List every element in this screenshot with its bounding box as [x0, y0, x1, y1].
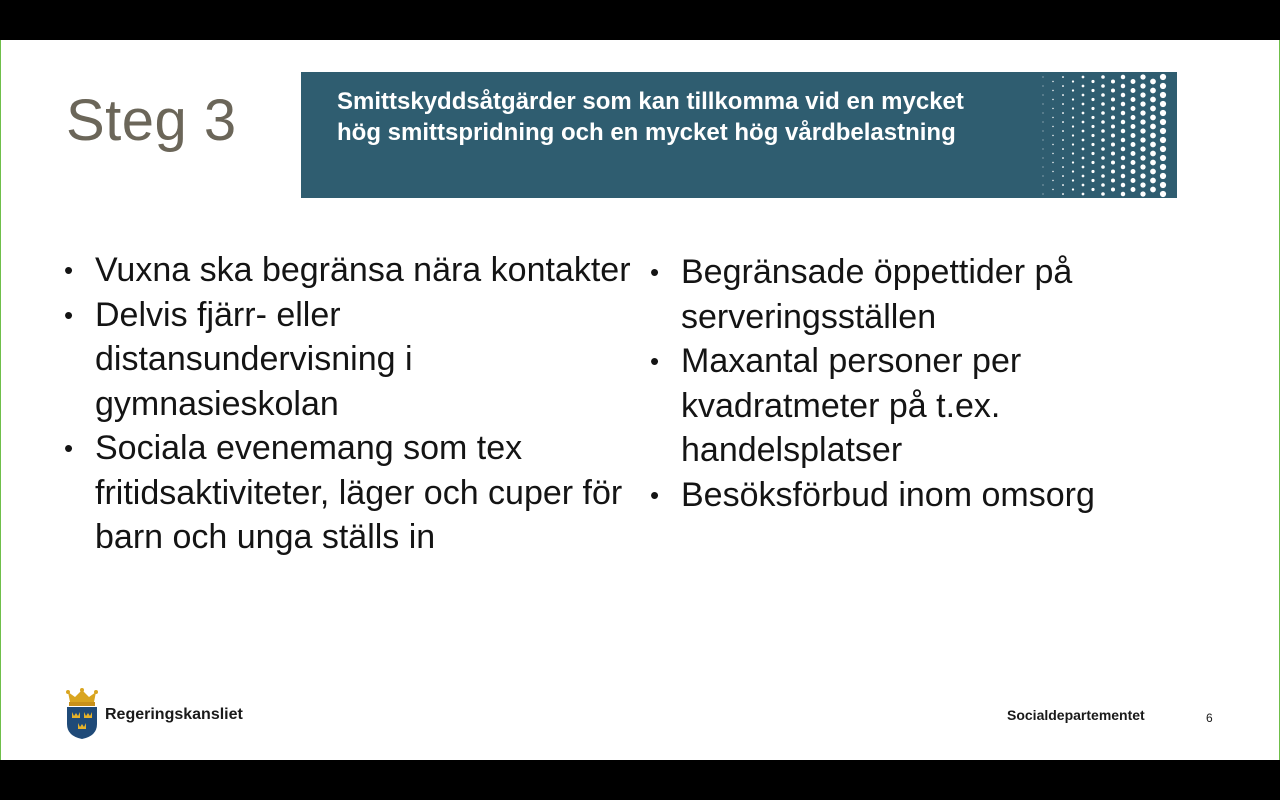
halftone-dot — [1072, 134, 1074, 136]
halftone-dot — [1091, 107, 1094, 110]
halftone-dot — [1043, 104, 1044, 105]
halftone-dot — [1072, 98, 1074, 100]
halftone-dot — [1150, 160, 1156, 166]
halftone-dot — [1131, 160, 1136, 165]
halftone-dot — [1101, 192, 1105, 196]
halftone-dot — [1160, 110, 1166, 116]
halftone-dot — [1062, 139, 1064, 141]
halftone-dot — [1052, 189, 1053, 190]
halftone-dot — [1082, 139, 1085, 142]
halftone-dot — [1150, 169, 1156, 175]
halftone-dot — [1121, 93, 1125, 97]
halftone-dot — [1140, 101, 1145, 106]
halftone-dot — [1062, 85, 1064, 87]
halftone-dot — [1160, 137, 1166, 143]
halftone-dot — [1043, 176, 1044, 177]
halftone-dot — [1091, 143, 1094, 146]
halftone-dot — [1043, 122, 1044, 123]
halftone-dot — [1121, 111, 1125, 115]
halftone-dot — [1111, 178, 1115, 182]
halftone-dot — [1072, 179, 1074, 181]
halftone-dot — [1043, 113, 1044, 114]
halftone-dot — [1062, 112, 1064, 114]
halftone-dot — [1043, 149, 1044, 150]
halftone-dot — [1121, 183, 1125, 187]
halftone-dot — [1062, 76, 1064, 78]
halftone-dot — [1052, 99, 1053, 100]
halftone-dot — [1091, 179, 1094, 182]
halftone-dot — [1101, 165, 1105, 169]
halftone-dot — [1091, 170, 1094, 173]
list-item: • Maxantal personer per kvadratmeter på t.ex. handelsplatser — [650, 339, 1210, 473]
halftone-dot — [1140, 155, 1145, 160]
department-name: Socialdepartementet — [1007, 707, 1145, 723]
halftone-dot — [1052, 135, 1053, 136]
halftone-dot — [1150, 124, 1156, 130]
halftone-dot — [1052, 117, 1053, 118]
halftone-dot — [1121, 129, 1125, 133]
halftone-dot — [1052, 171, 1053, 172]
halftone-dot — [1140, 182, 1145, 187]
halftone-dot — [1150, 142, 1156, 148]
list-item: • Delvis fjärr- eller distansundervisning i gymnasieskolan — [64, 293, 644, 427]
crown-shield-icon — [64, 688, 100, 740]
halftone-dot — [1111, 169, 1115, 173]
left-bullet-list — [64, 248, 644, 560]
halftone-dot — [1082, 85, 1085, 88]
halftone-dot — [1082, 184, 1085, 187]
halftone-dot — [1091, 89, 1094, 92]
halftone-dot — [1131, 151, 1136, 156]
halftone-dot — [1131, 178, 1136, 183]
halftone-dot — [1160, 92, 1166, 98]
halftone-dot — [1160, 128, 1166, 134]
halftone-dot — [1072, 170, 1074, 172]
halftone-dot — [1043, 140, 1044, 141]
halftone-dot — [1091, 125, 1094, 128]
halftone-dot — [1043, 194, 1044, 195]
halftone-dot — [1082, 94, 1085, 97]
page-number: 6 — [1206, 711, 1213, 725]
halftone-dot — [1140, 191, 1145, 196]
halftone-dot — [1052, 90, 1053, 91]
halftone-dot — [1101, 183, 1105, 187]
halftone-dot — [1160, 74, 1166, 80]
halftone-dot — [1150, 79, 1156, 85]
halftone-dot — [1072, 80, 1074, 82]
halftone-dot — [1140, 74, 1145, 79]
halftone-dot — [1131, 79, 1136, 84]
halftone-dot — [1043, 95, 1044, 96]
list-item: • Besöksförbud inom omsorg — [650, 473, 1210, 518]
list-item: • Begränsade öppettider på serveringsställen — [650, 250, 1210, 339]
halftone-dot — [1140, 83, 1145, 88]
halftone-dot — [1150, 115, 1156, 121]
organization-name: Regeringskansliet — [105, 706, 243, 723]
step-title: Steg 3 — [66, 88, 237, 153]
halftone-dot — [1111, 133, 1115, 137]
halftone-dot — [1150, 133, 1156, 139]
halftone-dot — [1140, 137, 1145, 142]
halftone-dot — [1160, 83, 1166, 89]
left-bullet-column — [64, 248, 644, 560]
halftone-dot — [1111, 187, 1115, 191]
halftone-dot — [1091, 134, 1094, 137]
halftone-dot — [1131, 142, 1136, 147]
halftone-dot — [1072, 89, 1074, 91]
right-bullet-list — [650, 250, 1210, 517]
halftone-dot — [1160, 155, 1166, 161]
halftone-dot — [1101, 102, 1105, 106]
halftone-dot — [1062, 157, 1064, 159]
halftone-dot — [1062, 148, 1064, 150]
halftone-dot — [1082, 112, 1085, 115]
halftone-dot — [1140, 92, 1145, 97]
list-item: • Vuxna ska begränsa nära kontakter — [64, 248, 644, 293]
halftone-dot — [1101, 120, 1105, 124]
halftone-dot — [1062, 130, 1064, 132]
halftone-dot — [1150, 97, 1156, 103]
halftone-dot — [1082, 193, 1085, 196]
halftone-dot — [1062, 94, 1064, 96]
halftone-dot — [1160, 182, 1166, 188]
halftone-dot — [1052, 81, 1053, 82]
halftone-dot — [1062, 103, 1064, 105]
halftone-dot — [1062, 184, 1064, 186]
halftone-dot — [1091, 98, 1094, 101]
halftone-dot — [1121, 192, 1125, 196]
halftone-dot — [1111, 115, 1115, 119]
halftone-dot — [1101, 138, 1105, 142]
halftone-dot — [1052, 162, 1053, 163]
halftone-dot — [1101, 147, 1105, 151]
halftone-dot — [1043, 185, 1044, 186]
halftone-dot — [1131, 115, 1136, 120]
halftone-dot — [1121, 165, 1125, 169]
halftone-dot — [1091, 152, 1094, 155]
presentation-slide — [0, 40, 1280, 760]
halftone-dot — [1111, 79, 1115, 83]
halftone-dot — [1043, 77, 1044, 78]
halftone-dot — [1062, 193, 1064, 195]
halftone-dot — [1082, 121, 1085, 124]
halftone-dot — [1121, 84, 1125, 88]
title-banner — [301, 72, 1177, 198]
halftone-dot — [1121, 174, 1125, 178]
halftone-dot — [1160, 191, 1166, 197]
halftone-dot — [1140, 146, 1145, 151]
halftone-dot — [1072, 125, 1074, 127]
halftone-dot — [1131, 169, 1136, 174]
halftone-dot — [1121, 138, 1125, 142]
halftone-dot — [1150, 187, 1156, 193]
halftone-dot — [1082, 130, 1085, 133]
halftone-dot — [1082, 157, 1085, 160]
halftone-dot — [1150, 106, 1156, 112]
halftone-dot — [1072, 152, 1074, 154]
halftone-dot — [1052, 144, 1053, 145]
halftone-dot — [1062, 121, 1064, 123]
halftone-dot — [1160, 119, 1166, 125]
halftone-dot — [1091, 80, 1094, 83]
halftone-dot — [1101, 111, 1105, 115]
halftone-dot — [1121, 147, 1125, 151]
halftone-dot — [1091, 188, 1094, 191]
banner-text: Smittskyddsåtgärder som kan tillkomma vid en mycket hög smittspridning och en mycket hög vårdbelastning — [337, 88, 964, 146]
halftone-dot — [1140, 173, 1145, 178]
halftone-dot — [1160, 101, 1166, 107]
halftone-dot — [1111, 106, 1115, 110]
halftone-dot — [1131, 133, 1136, 138]
halftone-dot — [1082, 175, 1085, 178]
halftone-dot — [1072, 188, 1074, 190]
halftone-dot — [1121, 156, 1125, 160]
halftone-dot — [1101, 93, 1105, 97]
halftone-dot — [1101, 129, 1105, 133]
halftone-dot — [1150, 88, 1156, 94]
halftone-dot — [1140, 119, 1145, 124]
halftone-dot — [1101, 156, 1105, 160]
halftone-dot — [1131, 106, 1136, 111]
halftone-dot — [1160, 146, 1166, 152]
halftone-dot — [1091, 161, 1094, 164]
halftone-dot — [1131, 187, 1136, 192]
halftone-dot — [1121, 75, 1125, 79]
halftone-dot — [1043, 86, 1044, 87]
halftone-dot — [1052, 108, 1053, 109]
halftone-dot — [1111, 124, 1115, 128]
halftone-dots-decoration — [1037, 72, 1177, 198]
halftone-dot — [1131, 88, 1136, 93]
halftone-dot — [1062, 175, 1064, 177]
halftone-dot — [1091, 116, 1094, 119]
halftone-dot — [1111, 160, 1115, 164]
halftone-dot — [1082, 103, 1085, 106]
halftone-dot — [1072, 161, 1074, 163]
halftone-dot — [1072, 116, 1074, 118]
halftone-dot — [1150, 178, 1156, 184]
halftone-dot — [1140, 164, 1145, 169]
halftone-dot — [1101, 75, 1105, 79]
halftone-dot — [1082, 148, 1085, 151]
halftone-dot — [1111, 88, 1115, 92]
halftone-dot — [1121, 120, 1125, 124]
halftone-dot — [1062, 166, 1064, 168]
halftone-dot — [1101, 84, 1105, 88]
halftone-dot — [1101, 174, 1105, 178]
halftone-dot — [1121, 102, 1125, 106]
halftone-dot — [1160, 164, 1166, 170]
halftone-dot — [1072, 107, 1074, 109]
halftone-dot — [1043, 131, 1044, 132]
halftone-dot — [1052, 126, 1053, 127]
halftone-dot — [1140, 128, 1145, 133]
halftone-dot — [1082, 76, 1085, 79]
halftone-dot — [1043, 167, 1044, 168]
halftone-dot — [1160, 173, 1166, 179]
halftone-dot — [1043, 158, 1044, 159]
halftone-dot — [1052, 153, 1053, 154]
halftone-dot — [1131, 124, 1136, 129]
halftone-dot — [1111, 97, 1115, 101]
list-item: • Sociala evenemang som tex fritidsaktiviteter, läger och cuper för barn och unga ställs in — [64, 426, 644, 560]
halftone-dot — [1111, 151, 1115, 155]
halftone-dot — [1052, 180, 1053, 181]
right-bullet-column — [650, 250, 1210, 517]
halftone-dot — [1111, 142, 1115, 146]
halftone-dot — [1150, 151, 1156, 157]
halftone-dot — [1131, 97, 1136, 102]
halftone-dot — [1082, 166, 1085, 169]
halftone-dot — [1072, 143, 1074, 145]
halftone-dot — [1140, 110, 1145, 115]
